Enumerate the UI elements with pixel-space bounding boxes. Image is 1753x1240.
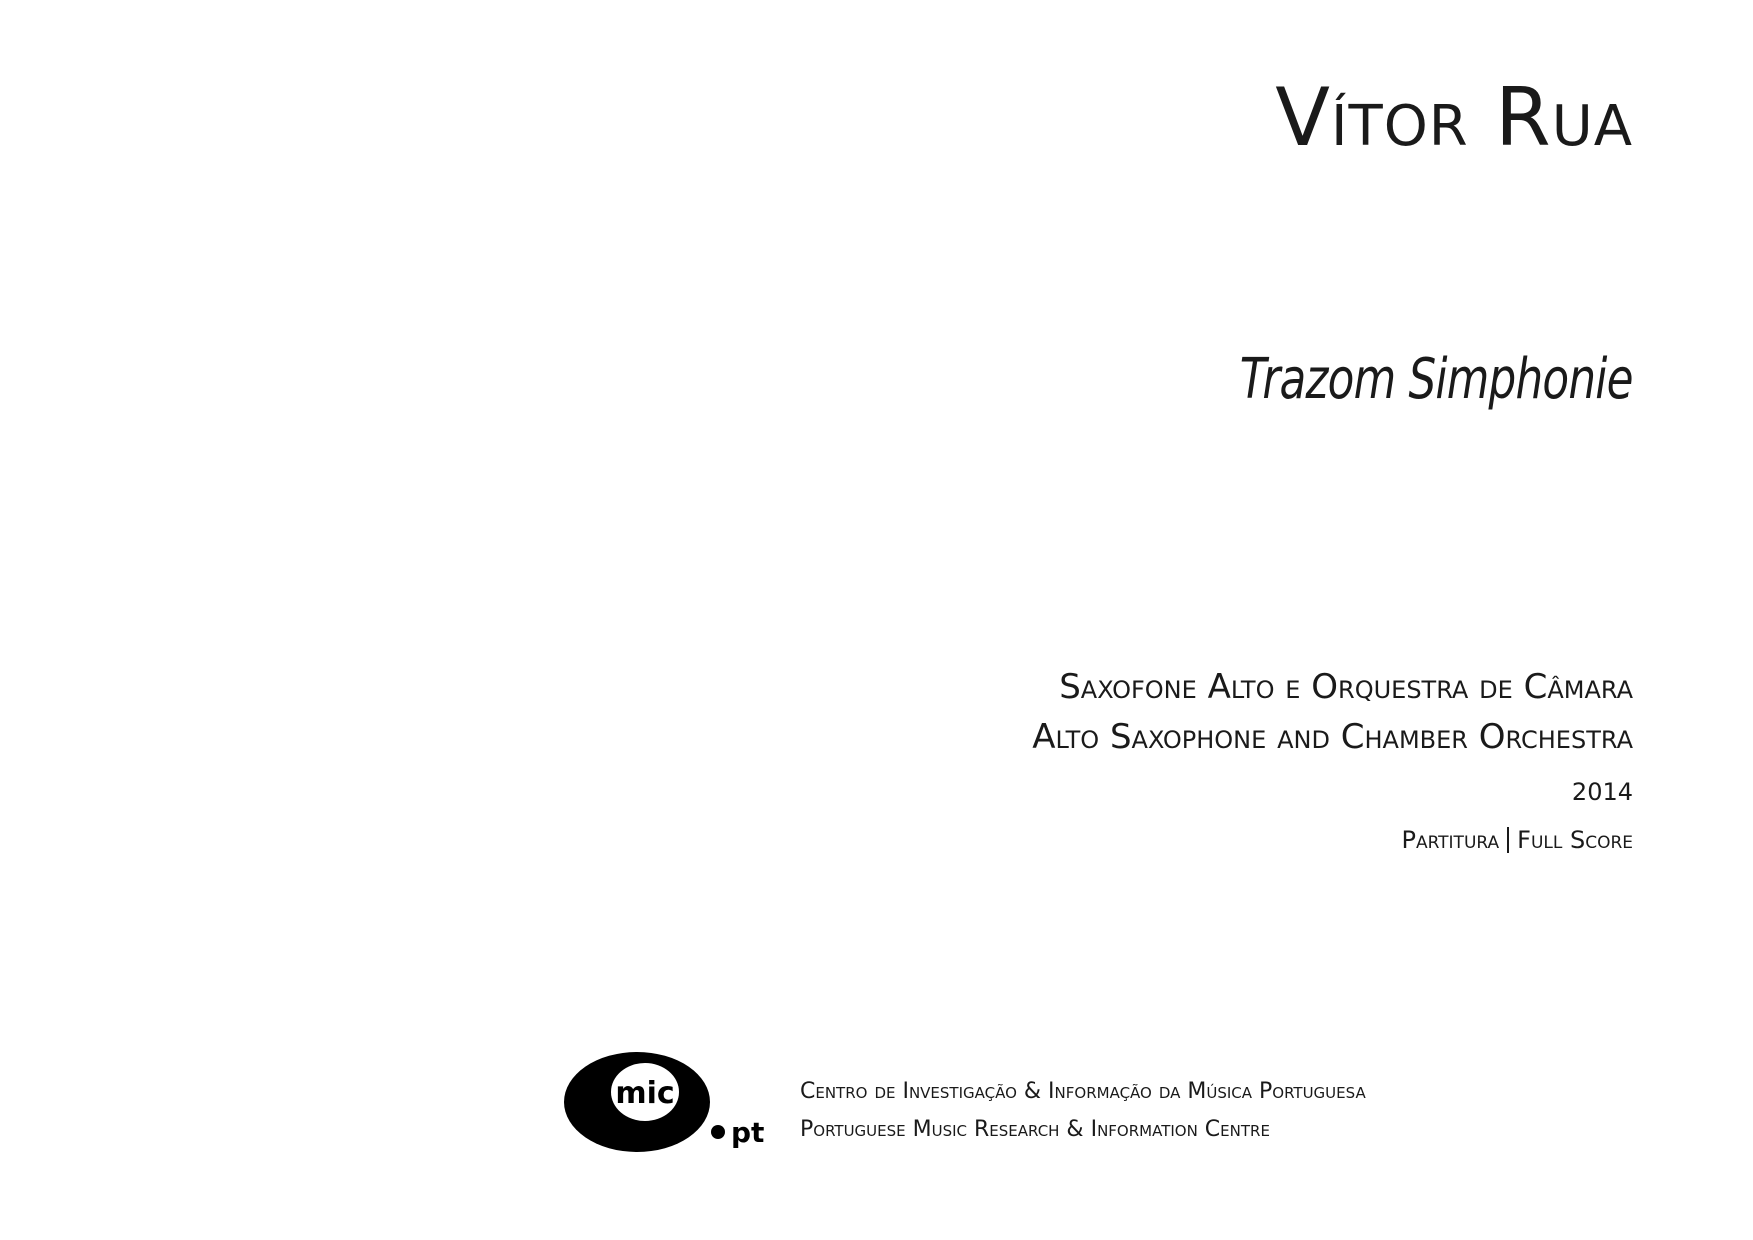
publisher-info — [800, 1073, 1366, 1149]
composition-year: 2014 — [1571, 778, 1633, 806]
separator-bar — [1507, 827, 1509, 853]
mic-pt-logo — [563, 1050, 765, 1154]
logo-suffix: pt — [731, 1116, 765, 1149]
composer-name: Vítor Rua — [1275, 71, 1633, 164]
score-type-pt: Partitura — [1401, 826, 1500, 854]
instrumentation-portuguese: Saxofone Alto e Orquestra de Câmara — [1059, 667, 1633, 707]
score-type-en: Full Score — [1517, 826, 1633, 854]
publisher-name-en: Portuguese Music Research & Information Centre — [800, 1117, 1270, 1142]
score-type — [1401, 827, 1633, 853]
instrumentation-english: Alto Saxophone and Chamber Orchestra — [1032, 717, 1633, 757]
publisher-name-pt: Centro de Investigação & Informação da Música Portuguesa — [800, 1079, 1366, 1104]
logo-dot — [711, 1125, 725, 1139]
work-title: Trazom Simphonie — [1240, 347, 1633, 412]
logo-text: mic — [615, 1076, 675, 1111]
